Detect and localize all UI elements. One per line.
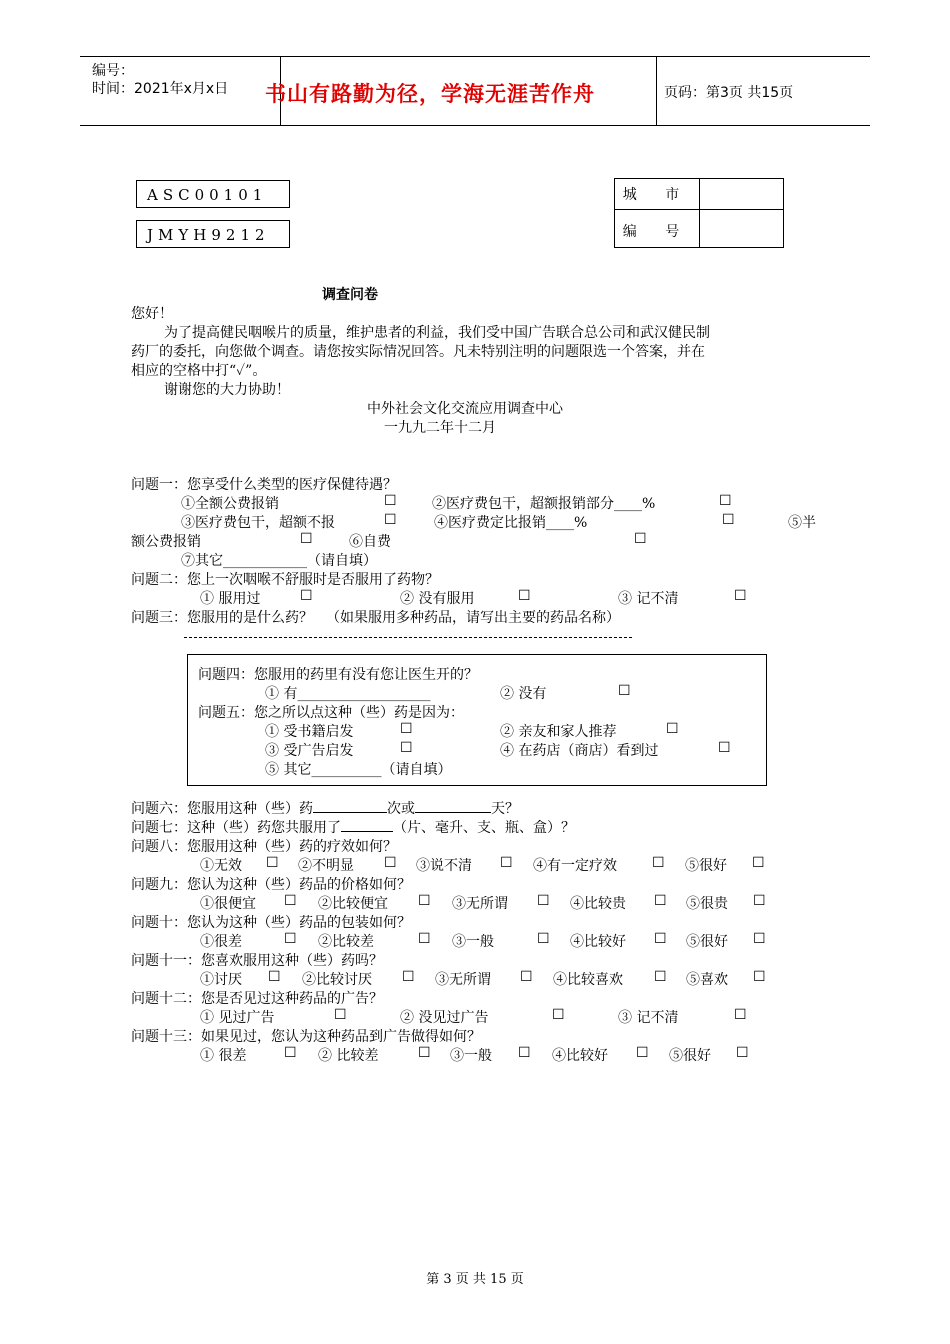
checkbox[interactable]: ☐ [718, 740, 731, 756]
checkbox[interactable]: ☐ [518, 588, 531, 604]
q8-option-2: ②不明显 [298, 858, 354, 874]
q7-amount-field[interactable] [341, 819, 393, 832]
checkbox[interactable]: ☐ [654, 893, 667, 909]
checkbox[interactable]: ☐ [736, 1045, 749, 1061]
q13-option-2: ② 比较差 [318, 1048, 379, 1064]
q4-option-2: ② 没有 [500, 686, 547, 702]
q9-option-4: ④比较贵 [570, 896, 626, 912]
q11-option-4: ④比较喜欢 [553, 972, 623, 988]
code-value-2: JMYH9212 [147, 226, 270, 244]
q13-option-1: ① 很差 [200, 1048, 247, 1064]
city-number-box [614, 178, 784, 248]
question-6 [131, 798, 519, 818]
q6-times-field[interactable] [313, 800, 387, 813]
q12-option-1: ① 见过广告 [200, 1010, 275, 1026]
q5-option-3: ③ 受广告启发 [265, 743, 354, 759]
checkbox[interactable]: ☐ [500, 855, 513, 871]
q5-option-2: ② 亲友和家人推荐 [500, 724, 617, 740]
checkbox[interactable]: ☐ [384, 512, 397, 528]
q6-text-b: 次或 [387, 801, 415, 817]
checkbox[interactable]: ☐ [654, 969, 667, 985]
question-10: 问题十：您认为这种（些）药品的包装如何？ [131, 915, 411, 931]
doc-number-label: 编号： [92, 63, 134, 79]
q2-option-1: ① 服用过 [200, 591, 261, 607]
survey-date: 一九九二年十二月 [384, 420, 496, 436]
question-3-note: （如果服用多种药品，请写出主要的药品名称） [326, 610, 620, 626]
q11-option-3: ③无所谓 [435, 972, 491, 988]
checkbox[interactable]: ☐ [300, 531, 313, 547]
q6-text-c: 天？ [491, 801, 519, 817]
question-2: 问题二：您上一次咽喉不舒服时是否服用了药物？ [131, 572, 439, 588]
checkbox[interactable]: ☐ [268, 969, 281, 985]
q1-option-5-start: ⑤半 [788, 515, 816, 531]
q8-option-1: ①无效 [200, 858, 242, 874]
page-indicator: 页码：第3页 共15页 [664, 85, 794, 101]
checkbox[interactable]: ☐ [652, 855, 665, 871]
checkbox[interactable]: ☐ [418, 1045, 431, 1061]
q1-option-2: ②医疗费包干，超额报销部分____% [432, 496, 656, 512]
checkbox[interactable]: ☐ [719, 493, 732, 509]
q11-option-5: ⑤喜欢 [686, 972, 728, 988]
question-5: 问题五：您之所以点这种（些）药是因为： [198, 705, 464, 721]
intro-line-1: 为了提高健民咽喉片的质量，维护患者的利益，我们受中国广告联合总公司和武汉健民制 [164, 325, 710, 341]
checkbox[interactable]: ☐ [618, 683, 631, 699]
checkbox[interactable]: ☐ [734, 1007, 747, 1023]
question-13: 问题十三：如果见过，您认为这种药品到广告做得如何？ [131, 1029, 481, 1045]
q9-option-1: ①很便宜 [200, 896, 256, 912]
q10-option-3: ③一般 [452, 934, 494, 950]
q1-option-5-end: 额公费报销 [131, 534, 201, 550]
q2-option-2: ② 没有服用 [400, 591, 475, 607]
checkbox[interactable]: ☐ [734, 588, 747, 604]
q8-option-3: ③说不清 [416, 858, 472, 874]
q13-option-5: ⑤很好 [669, 1048, 711, 1064]
code-box-2 [136, 220, 290, 248]
checkbox[interactable]: ☐ [666, 721, 679, 737]
q2-option-3: ③ 记不清 [618, 591, 679, 607]
q12-option-3: ③ 记不清 [618, 1010, 679, 1026]
page-footer: 第 3 页 共 15 页 [426, 1272, 524, 1287]
checkbox[interactable]: ☐ [753, 893, 766, 909]
box-divider [699, 179, 700, 247]
checkbox[interactable]: ☐ [400, 740, 413, 756]
code-box-1 [136, 180, 290, 208]
checkbox[interactable]: ☐ [384, 855, 397, 871]
checkbox[interactable]: ☐ [284, 1045, 297, 1061]
checkbox[interactable]: ☐ [418, 893, 431, 909]
city-label: 城 市 [622, 187, 692, 203]
question-1: 问题一：您享受什么类型的医疗保健待遇？ [131, 477, 397, 493]
greeting: 您好！ [131, 306, 173, 322]
q10-option-2: ②比较差 [318, 934, 374, 950]
answer-line[interactable] [184, 637, 632, 638]
q5-option-1: ① 受书籍启发 [265, 724, 354, 740]
checkbox[interactable]: ☐ [636, 1045, 649, 1061]
q8-option-5: ⑤很好 [685, 858, 727, 874]
code-value-1: ASC00101 [147, 186, 268, 204]
checkbox[interactable]: ☐ [552, 1007, 565, 1023]
question-9: 问题九：您认为这种（些）药品的价格如何？ [131, 877, 411, 893]
checkbox[interactable]: ☐ [654, 931, 667, 947]
checkbox[interactable]: ☐ [284, 893, 297, 909]
checkbox[interactable]: ☐ [520, 969, 533, 985]
header-motto: 书山有路勤为径，学海无涯苦作舟 [265, 82, 595, 106]
q1-option-4: ④医疗费定比报销____% [434, 515, 588, 531]
checkbox[interactable]: ☐ [753, 931, 766, 947]
checkbox[interactable]: ☐ [300, 588, 313, 604]
q6-days-field[interactable] [415, 800, 491, 813]
checkbox[interactable]: ☐ [752, 855, 765, 871]
thanks-line: 谢谢您的大力协助！ [164, 382, 290, 398]
organization: 中外社会文化交流应用调查中心 [367, 401, 563, 417]
q8-option-4: ④有一定疗效 [533, 858, 617, 874]
header-divider [656, 57, 657, 125]
q1-option-7: ⑦其它____________（请自填） [181, 553, 377, 569]
q13-option-4: ④比较好 [552, 1048, 608, 1064]
q9-option-2: ②比较便宜 [318, 896, 388, 912]
question-11: 问题十一：您喜欢服用这种（些）药吗？ [131, 953, 383, 969]
checkbox[interactable]: ☐ [753, 969, 766, 985]
checkbox[interactable]: ☐ [722, 512, 735, 528]
doc-date-label: 时间：2021年x月x日 [92, 81, 229, 97]
q10-option-4: ④比较好 [570, 934, 626, 950]
checkbox[interactable]: ☐ [537, 931, 550, 947]
q1-option-6: ⑥自费 [349, 534, 391, 550]
checkbox[interactable]: ☐ [518, 1045, 531, 1061]
checkbox[interactable]: ☐ [284, 931, 297, 947]
checkbox[interactable]: ☐ [634, 531, 647, 547]
q5-option-5: ⑤ 其它__________（请自填） [265, 762, 452, 778]
question-7 [131, 817, 575, 837]
intro-line-2: 药厂的委托，向您做个调查。请您按实际情况回答。凡未特别注明的问题限选一个答案，并在 [131, 344, 705, 360]
question-8: 问题八：您服用这种（些）药的疗效如何？ [131, 839, 397, 855]
q10-option-1: ①很差 [200, 934, 242, 950]
checkbox[interactable]: ☐ [418, 931, 431, 947]
checkbox[interactable]: ☐ [400, 721, 413, 737]
checkbox[interactable]: ☐ [402, 969, 415, 985]
q11-option-1: ①讨厌 [200, 972, 242, 988]
q4-option-1: ① 有___________________ [265, 686, 431, 702]
q1-option-1: ①全额公费报销 [181, 496, 279, 512]
q9-option-5: ⑤很贵 [686, 896, 728, 912]
checkbox[interactable]: ☐ [266, 855, 279, 871]
number-label: 编 号 [622, 224, 692, 240]
q7-text-a: 问题七：这种（些）药您共服用了 [131, 820, 341, 836]
checkbox[interactable]: ☐ [537, 893, 550, 909]
question-12: 问题十二：您是否见过这种药品的广告？ [131, 991, 383, 1007]
checkbox[interactable]: ☐ [334, 1007, 347, 1023]
q7-text-b: （片、毫升、支、瓶、盒）？ [393, 820, 575, 836]
question-4: 问题四：您服用的药里有没有您让医生开的？ [198, 667, 478, 683]
q11-option-2: ②比较讨厌 [302, 972, 372, 988]
q10-option-5: ⑤很好 [686, 934, 728, 950]
q1-option-3: ③医疗费包干，超额不报 [181, 515, 335, 531]
intro-line-3: 相应的空格中打“✓”。 [131, 363, 267, 379]
checkbox[interactable]: ☐ [384, 493, 397, 509]
question-3: 问题三：您服用的是什么药？ [131, 610, 313, 626]
box-divider [615, 209, 783, 210]
q9-option-3: ③无所谓 [452, 896, 508, 912]
q5-option-4: ④ 在药店（商店）看到过 [500, 743, 659, 759]
survey-title: 调查问卷 [322, 287, 378, 303]
q6-text-a: 问题六：您服用这种（些）药 [131, 801, 313, 817]
q12-option-2: ② 没见过广告 [400, 1010, 489, 1026]
q13-option-3: ③一般 [450, 1048, 492, 1064]
